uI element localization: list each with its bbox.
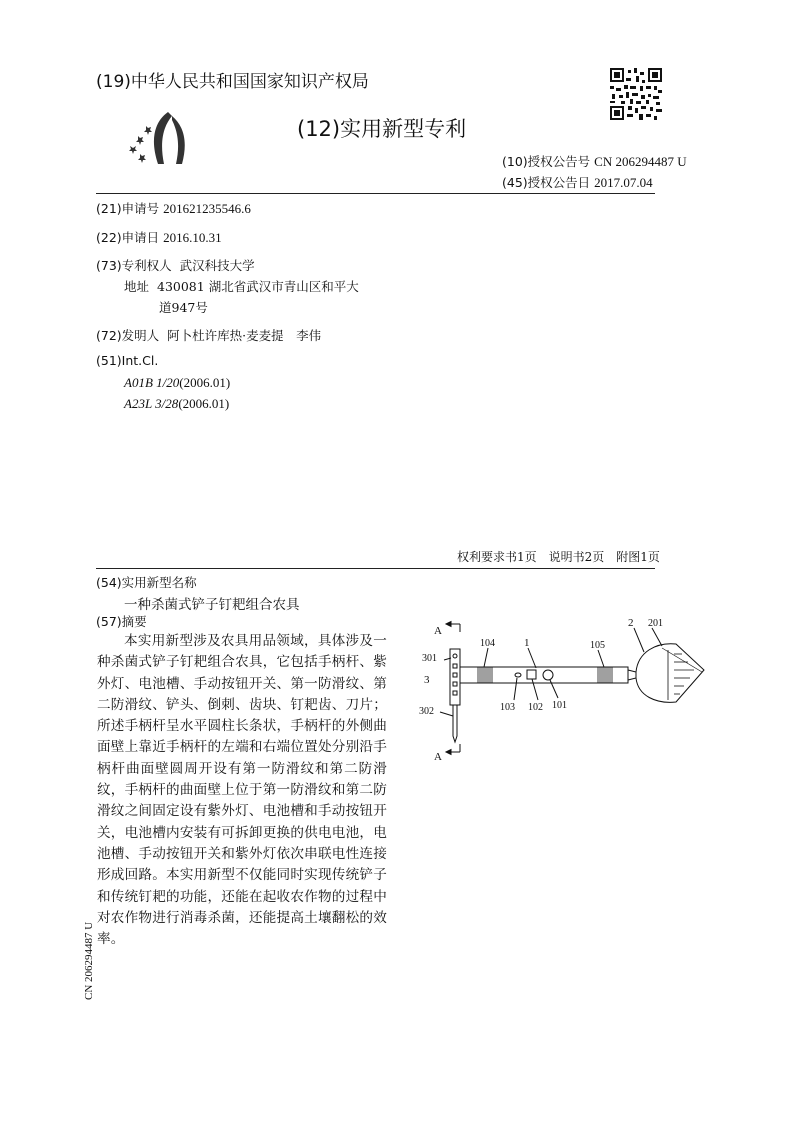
ipc-entry-1 [124, 375, 230, 391]
label-104: 104 [480, 638, 495, 649]
application-date-label: (22)申请日 [96, 230, 160, 245]
side-publication-number: CN 206294487 U [83, 921, 95, 1000]
utility-title: 一种杀菌式铲子钉耙组合农具 [124, 597, 300, 613]
pages-note: 权利要求书1页 说明书2页 附图1页 [457, 550, 660, 564]
publication-number-value: CN 206294487 U [594, 154, 687, 169]
address-line2: 道947号 [159, 300, 208, 315]
application-date-value: 2016.10.31 [163, 230, 222, 245]
address-line1: 430081 湖北省武汉市青山区和平大 [157, 279, 359, 294]
label-2: 2 [628, 617, 634, 629]
patent-owner [96, 256, 255, 274]
label-302: 302 [419, 706, 434, 717]
intcl-label: (51)Int.Cl. [96, 353, 159, 368]
publication-date-value: 2017.07.04 [594, 175, 653, 190]
inventors [96, 326, 321, 344]
patent-owner-label: (73)专利权人 [96, 258, 172, 273]
document-type: (12)实用新型专利 [297, 117, 467, 141]
section-label-a-top: A [434, 625, 442, 637]
office-name: (19)中华人民共和国国家知识产权局 [96, 72, 369, 92]
ipc-code-2: A23L 3/28 [124, 396, 179, 411]
section-rule [96, 568, 655, 569]
ipc-year-1: (2006.01) [179, 375, 231, 390]
address [124, 277, 359, 295]
publication-date [502, 173, 653, 191]
utility-title-label: (54)实用新型名称 [96, 575, 197, 590]
tool-drawing [418, 612, 708, 764]
label-103: 103 [500, 702, 515, 713]
cnipa-logo [128, 108, 196, 168]
section-label-a-bottom: A [434, 751, 442, 763]
ipc-code-1: A01B 1/20 [124, 375, 180, 390]
label-301: 301 [422, 653, 437, 664]
abstract-label: (57)摘要 [96, 614, 147, 629]
application-date [96, 228, 222, 246]
label-201: 201 [648, 618, 663, 629]
ipc-entry-2 [124, 396, 229, 412]
publication-date-label: (45)授权公告日 [502, 175, 591, 190]
label-3: 3 [424, 674, 430, 686]
inventors-value: 阿卜杜许库热·麦麦提 李伟 [167, 328, 322, 343]
address-label: 地址 [124, 279, 150, 294]
label-105: 105 [590, 640, 605, 651]
abstract-text: 本实用新型涉及农具用品领域，具体涉及一种杀菌式铲子钉耙组合农具，它包括手柄杆、紫外灯、电池槽、手动按钮开关、第一防滑纹、第二防滑纹、铲头、倒刺、齿块、钉耙齿、刀片；所述手柄杆呈水平圆柱长条状，手柄杆的外侧曲面壁上靠近手柄杆的左端和右端位置处分别沿手柄杆曲面壁圆周开设有第一防滑纹和第二防滑纹，手柄杆的曲面壁上位于第一防滑纹和第二防滑纹之间固定设有紫外灯、电池槽和手动按钮开关，电池槽内安装有可拆卸更换的供电电池，电池槽、手动按钮开关和紫外灯依次串联电性连接形成回路。本实用新型不仅能同时实现传统铲子和传统钉耙的功能，还能在起收农作物的过程中对农作物进行消毒杀菌，还能提高土壤翻松的效率。 [97, 633, 387, 948]
label-102: 102 [528, 702, 543, 713]
publication-number [502, 152, 687, 170]
label-101: 101 [552, 700, 567, 711]
header-rule [96, 193, 655, 194]
qr-code [610, 68, 662, 120]
application-number [96, 199, 251, 217]
application-number-label: (21)申请号 [96, 201, 160, 216]
application-number-value: 201621235546.6 [163, 201, 251, 216]
ipc-year-2: (2006.01) [178, 396, 230, 411]
label-1: 1 [524, 637, 530, 649]
inventors-label: (72)发明人 [96, 328, 160, 343]
patent-owner-value: 武汉科技大学 [179, 258, 255, 273]
publication-number-label: (10)授权公告号 [502, 154, 591, 169]
